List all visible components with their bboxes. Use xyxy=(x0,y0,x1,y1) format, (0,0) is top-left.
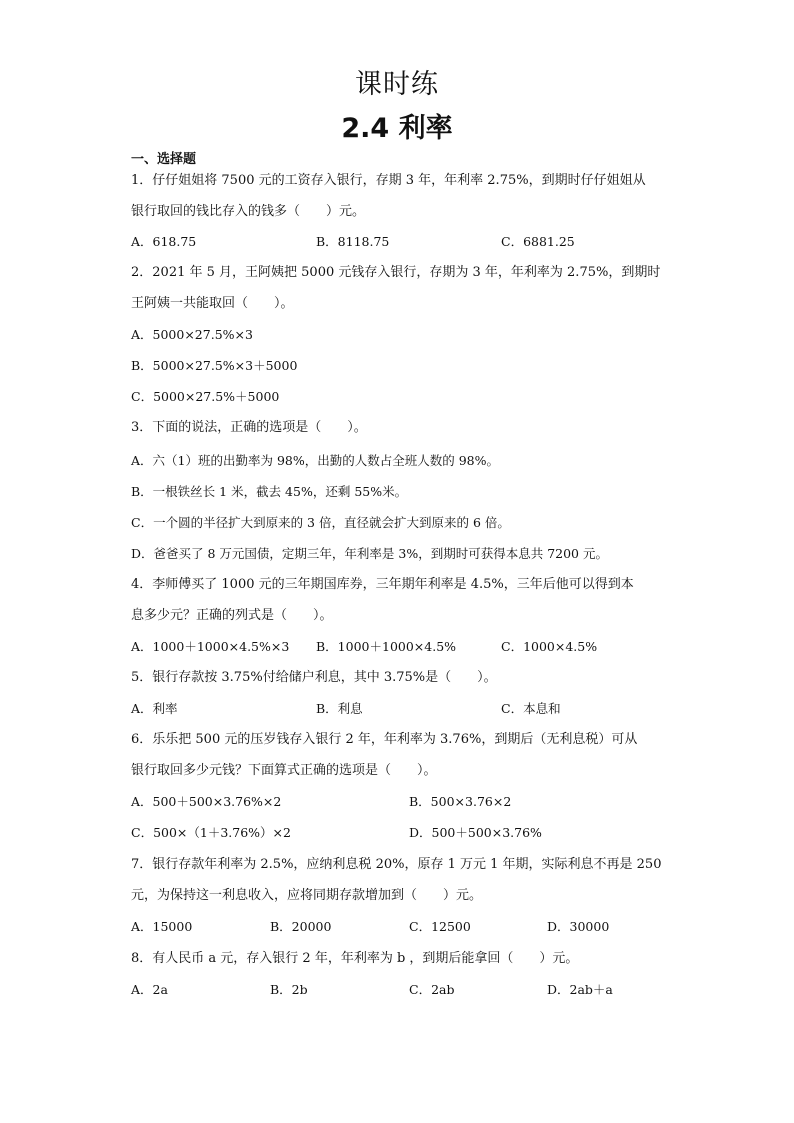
question-3-option-d: D．爸爸买了 8 万元国债，定期三年，年利率是 3%，到期时可获得本息共 7200 元。 xyxy=(131,546,608,561)
question-8-option-a: A．2a xyxy=(131,982,168,997)
question-6-option-b: B．500×3.76×2 xyxy=(409,794,512,809)
question-1-option-c: C．6881.25 xyxy=(501,234,575,249)
question-8-option-b: B．2b xyxy=(270,982,308,997)
question-8-option-c: C．2ab xyxy=(409,982,455,997)
question-5-line-1: 5．银行存款按 3.75%付给储户利息，其中 3.75%是（ ）。 xyxy=(131,670,497,685)
question-6-line-2: 银行取回多少元钱？下面算式正确的选项是（ ）。 xyxy=(131,763,437,778)
question-7-option-d: D．30000 xyxy=(547,919,610,934)
question-2-line-1: 2．2021 年 5 月，王阿姨把 5000 元钱存入银行，存期为 3 年，年利率为 2.75%，到期时 xyxy=(131,265,661,280)
question-3-option-a: A．六（1）班的出勤率为 98%，出勤的人数占全班人数的 98%。 xyxy=(131,453,499,468)
section-heading: 一、选择题 xyxy=(131,152,197,167)
question-7-option-a: A．15000 xyxy=(131,919,193,934)
question-1-line-2: 银行取回的钱比存入的钱多（ ）元。 xyxy=(131,204,366,219)
question-7-option-c: C．12500 xyxy=(409,919,471,934)
question-2-option-a: A．5000×27.5%×3 xyxy=(131,327,253,342)
question-2-option-b: B．5000×27.5%×3＋5000 xyxy=(131,358,298,373)
question-6-option-c: C．500×（1＋3.76%）×2 xyxy=(131,825,291,840)
question-7-option-b: B．20000 xyxy=(270,919,332,934)
question-6-line-1: 6．乐乐把 500 元的压岁钱存入银行 2 年，年利率为 3.76%，到期后（无利息税）可从 xyxy=(131,732,638,747)
question-1-line-1: 1．仔仔姐姐将 7500 元的工资存入银行，存期 3 年，年利率 2.75%，到期时仔仔姐姐从 xyxy=(131,173,646,188)
question-4-line-1: 4．李师傅买了 1000 元的三年期国库券，三年期年利率是 4.5%，三年后他可以得到本 xyxy=(131,577,634,592)
question-4-option-c: C．1000×4.5% xyxy=(501,639,598,654)
question-4-option-a: A．1000＋1000×4.5%×3 xyxy=(131,639,290,654)
question-2-line-2: 王阿姨一共能取回（ ）。 xyxy=(131,296,294,311)
question-3-line-1: 3．下面的说法，正确的选项是（ ）。 xyxy=(131,420,367,435)
question-8-option-d: D．2ab＋a xyxy=(547,982,613,997)
question-7-line-2: 元，为保持这一利息收入，应将同期存款增加到（ ）元。 xyxy=(131,888,483,903)
question-3-option-c: C．一个圆的半径扩大到原来的 3 倍，直径就会扩大到原来的 6 倍。 xyxy=(131,515,510,530)
question-6-option-d: D．500＋500×3.76% xyxy=(409,825,542,840)
question-3-option-b: B．一根铁丝长 1 米，截去 45%，还剩 55%米。 xyxy=(131,484,408,499)
question-1-option-a: A．618.75 xyxy=(131,234,197,249)
question-8-line-1: 8．有人民币 a 元，存入银行 2 年，年利率为 b ，到期后能拿回（ ）元。 xyxy=(131,951,579,966)
question-5-option-b: B．利息 xyxy=(316,701,363,716)
question-1-option-b: B．8118.75 xyxy=(316,234,390,249)
question-6-option-a: A．500＋500×3.76%×2 xyxy=(131,794,282,809)
question-4-option-b: B．1000＋1000×4.5% xyxy=(316,639,457,654)
page-subtitle: 2.4 利率 xyxy=(341,113,453,144)
question-2-option-c: C．5000×27.5%＋5000 xyxy=(131,389,280,404)
question-5-option-c: C．本息和 xyxy=(501,701,561,716)
question-4-line-2: 息多少元？正确的列式是（ ）。 xyxy=(131,608,333,623)
page-title: 课时练 xyxy=(355,69,439,100)
question-5-option-a: A．利率 xyxy=(131,701,178,716)
question-7-line-1: 7．银行存款年利率为 2.5%，应纳利息税 20%，原存 1 万元 1 年期，实际利息不再是 250 xyxy=(131,857,662,872)
